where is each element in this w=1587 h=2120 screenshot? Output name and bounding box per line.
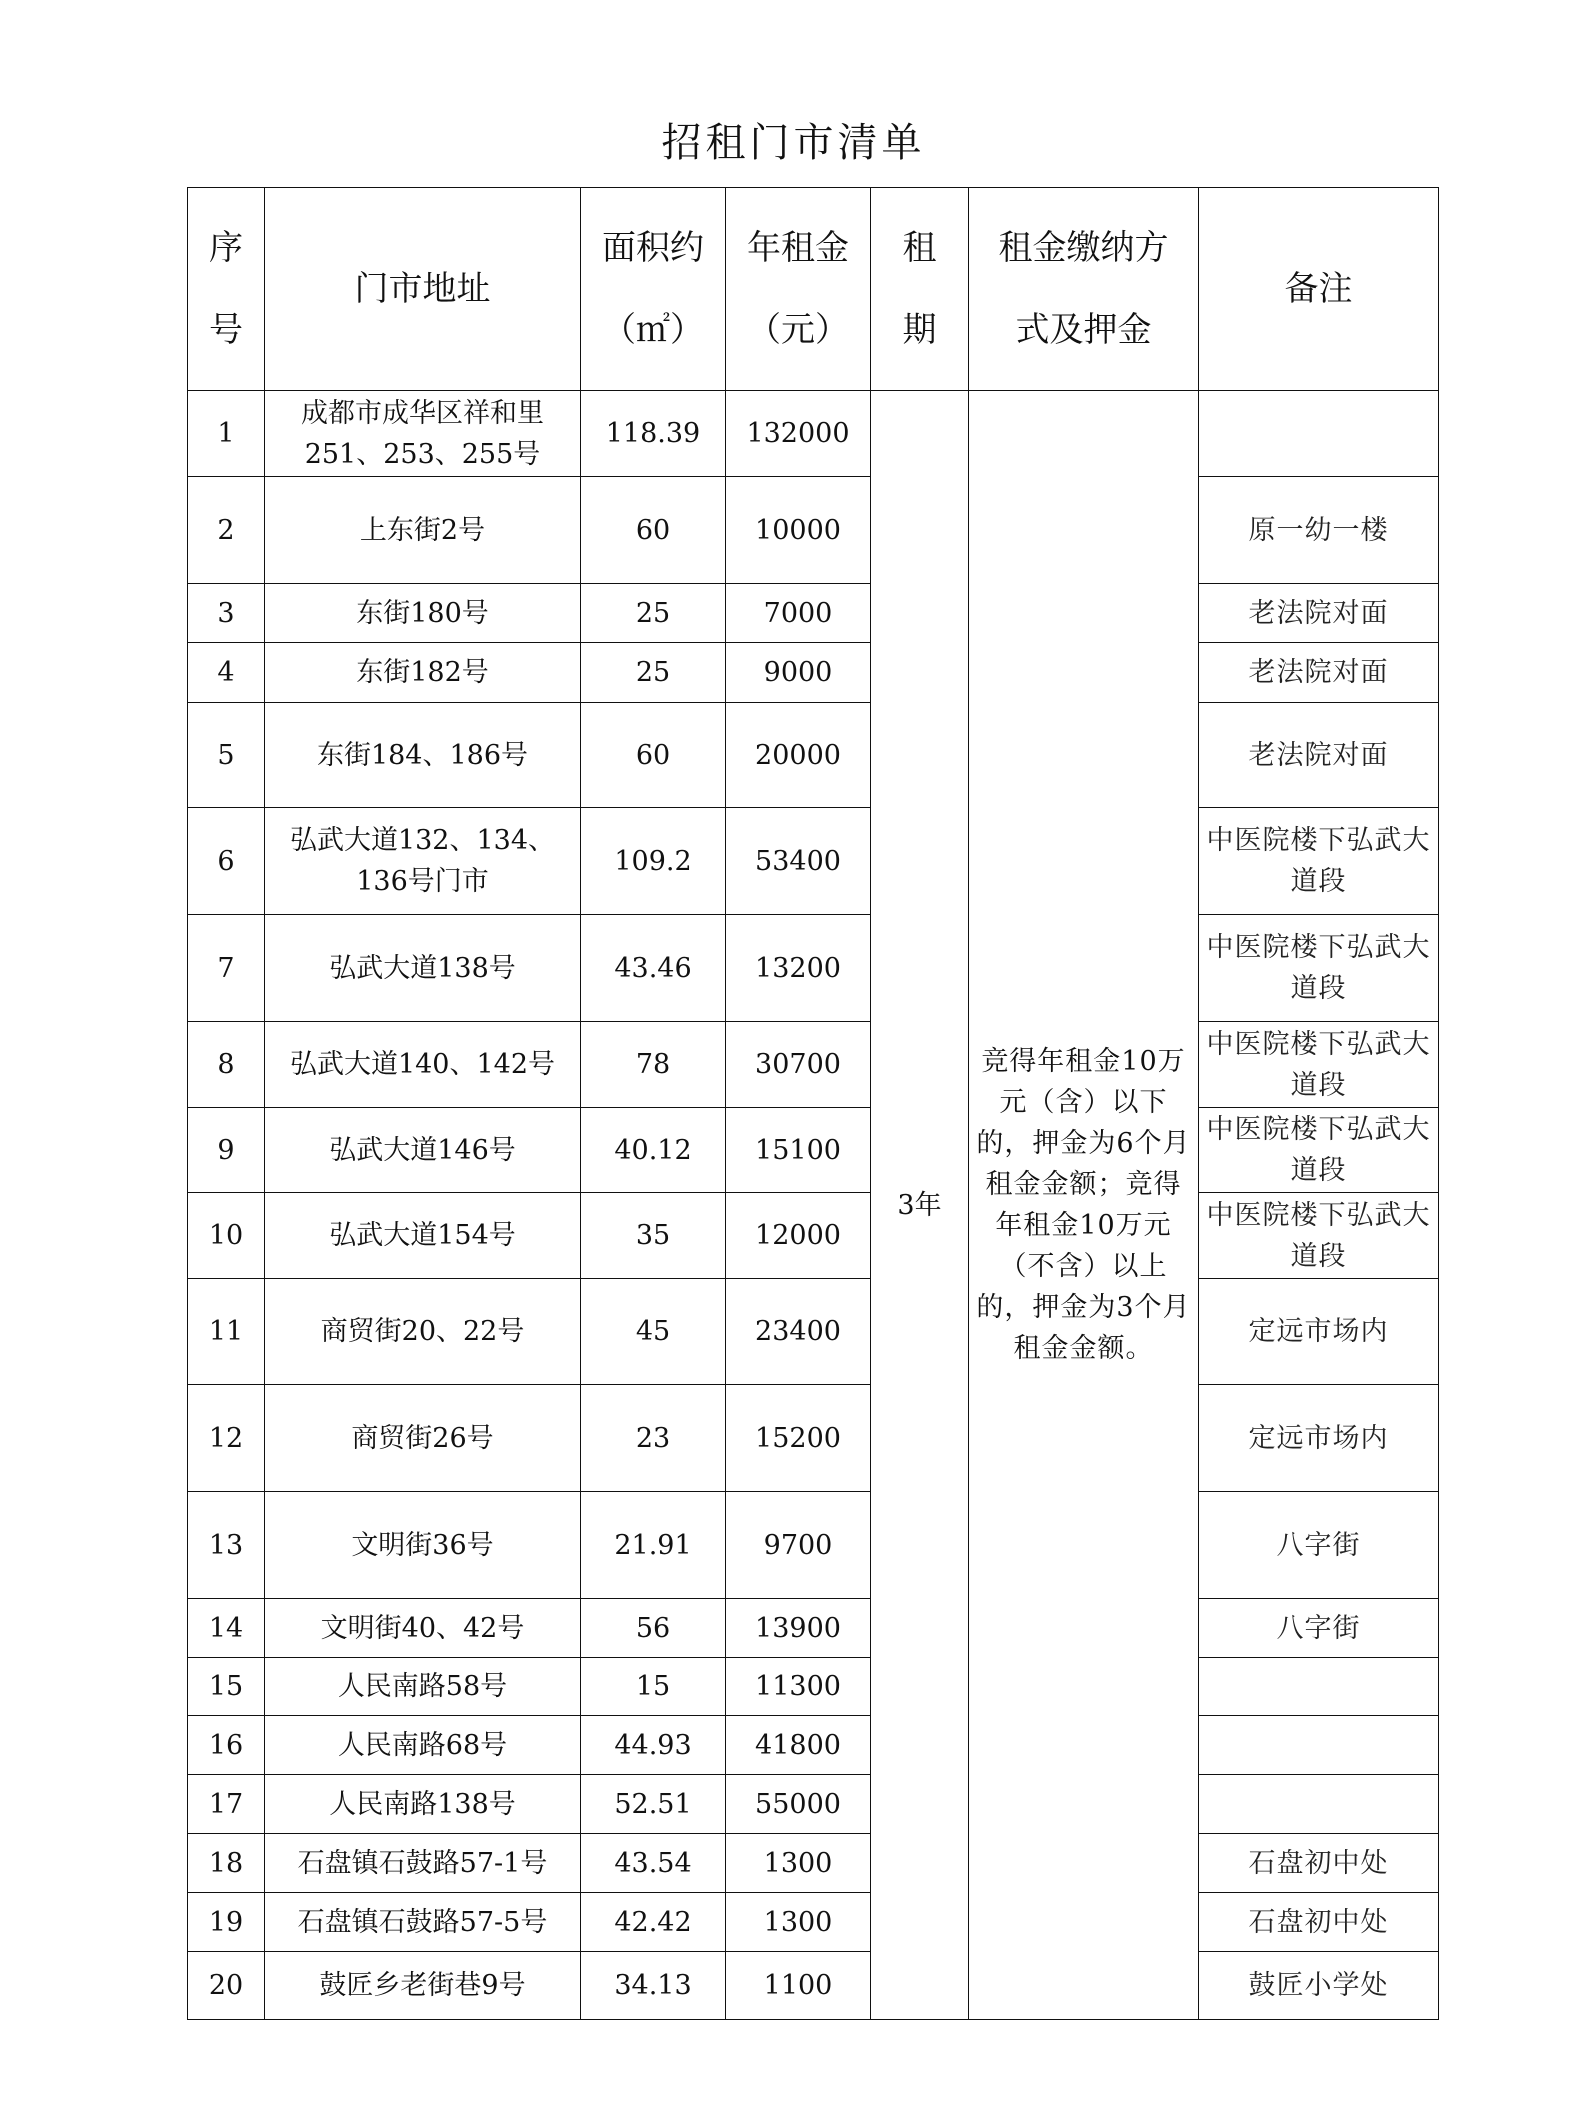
cell-index: 8 [188,1022,265,1108]
cell-remark: 原一幼一楼 [1199,477,1439,584]
document-title: 招租门市清单 [661,120,926,166]
table-row [188,477,1439,584]
cell-remark [1199,1716,1439,1775]
cell-area: 43.46 [581,915,726,1022]
cell-address: 人民南路68号 [265,1716,581,1775]
cell-area: 42.42 [581,1893,726,1952]
cell-index: 3 [188,584,265,643]
cell-rent: 132000 [726,391,871,477]
cell-address: 文明街40、42号 [265,1599,581,1658]
cell-rent: 1100 [726,1952,871,2020]
header-payment: 租金缴纳方 式及押金 [969,188,1199,391]
cell-rent: 53400 [726,808,871,915]
cell-area: 25 [581,643,726,703]
table-row [188,915,1439,1022]
cell-address: 上东街2号 [265,477,581,584]
cell-rent: 15200 [726,1385,871,1492]
cell-rent: 13900 [726,1599,871,1658]
header-term: 租 期 [871,188,969,391]
cell-index: 1 [188,391,265,477]
cell-remark: 老法院对面 [1199,584,1439,643]
cell-remark [1199,1775,1439,1834]
cell-area: 15 [581,1658,726,1716]
table-row [188,1834,1439,1893]
cell-index: 11 [188,1279,265,1385]
cell-remark: 石盘初中处 [1199,1893,1439,1952]
cell-index: 6 [188,808,265,915]
cell-address: 石盘镇石鼓路57-5号 [265,1893,581,1952]
cell-rent: 55000 [726,1775,871,1834]
cell-address: 文明街36号 [265,1492,581,1599]
cell-address: 东街182号 [265,643,581,703]
cell-rent: 11300 [726,1658,871,1716]
cell-address: 鼓匠乡老街巷9号 [265,1952,581,2020]
cell-index: 15 [188,1658,265,1716]
cell-area: 35 [581,1193,726,1279]
cell-rent: 1300 [726,1893,871,1952]
table-row [188,584,1439,643]
table-row [188,643,1439,703]
cell-index: 9 [188,1108,265,1193]
cell-address: 商贸街26号 [265,1385,581,1492]
cell-address: 人民南路58号 [265,1658,581,1716]
table-row [188,808,1439,915]
table-row [188,1022,1439,1108]
cell-address: 弘武大道146号 [265,1108,581,1193]
table-row [188,1385,1439,1492]
cell-remark: 定远市场内 [1199,1279,1439,1385]
table-row [188,1716,1439,1775]
cell-remark: 中医院楼下弘武大道段 [1199,1022,1439,1108]
table-row [188,1775,1439,1834]
cell-address: 弘武大道140、142号 [265,1022,581,1108]
cell-remark: 鼓匠小学处 [1199,1952,1439,2020]
cell-address: 东街184、186号 [265,703,581,808]
cell-area: 23 [581,1385,726,1492]
cell-index: 17 [188,1775,265,1834]
cell-remark: 定远市场内 [1199,1385,1439,1492]
cell-remark: 八字街 [1199,1599,1439,1658]
header-address: 门市地址 [265,188,581,391]
table-row [188,1952,1439,2020]
cell-rent: 41800 [726,1716,871,1775]
cell-index: 7 [188,915,265,1022]
cell-area: 34.13 [581,1952,726,2020]
cell-index: 13 [188,1492,265,1599]
cell-rent: 12000 [726,1193,871,1279]
cell-remark: 中医院楼下弘武大道段 [1199,1193,1439,1279]
header-index: 序 号 [188,188,265,391]
table-row [188,1599,1439,1658]
cell-remark: 石盘初中处 [1199,1834,1439,1893]
cell-index: 19 [188,1893,265,1952]
cell-address: 弘武大道132、134、136号门市 [265,808,581,915]
cell-area: 21.91 [581,1492,726,1599]
cell-address: 成都市成华区祥和里251、253、255号 [265,391,581,477]
cell-area: 60 [581,477,726,584]
cell-address: 弘武大道154号 [265,1193,581,1279]
cell-remark: 老法院对面 [1199,703,1439,808]
cell-remark [1199,1658,1439,1716]
cell-index: 20 [188,1952,265,2020]
cell-remark: 八字街 [1199,1492,1439,1599]
cell-remark: 老法院对面 [1199,643,1439,703]
cell-index: 14 [188,1599,265,1658]
cell-area: 109.2 [581,808,726,915]
cell-index: 2 [188,477,265,584]
cell-rent: 9000 [726,643,871,703]
cell-area: 52.51 [581,1775,726,1834]
cell-address: 东街180号 [265,584,581,643]
cell-rent: 30700 [726,1022,871,1108]
header-rent: 年租金 （元） [726,188,871,391]
cell-rent: 20000 [726,703,871,808]
cell-remark: 中医院楼下弘武大道段 [1199,1108,1439,1193]
rental-shop-table [187,187,1439,2020]
cell-rent: 13200 [726,915,871,1022]
table-row [188,391,1439,477]
cell-remark: 中医院楼下弘武大道段 [1199,915,1439,1022]
cell-area: 60 [581,703,726,808]
cell-rent: 15100 [726,1108,871,1193]
cell-area: 45 [581,1279,726,1385]
cell-index: 5 [188,703,265,808]
cell-index: 12 [188,1385,265,1492]
table-row [188,1108,1439,1193]
header-remark: 备注 [1199,188,1439,391]
cell-index: 4 [188,643,265,703]
cell-rent: 10000 [726,477,871,584]
cell-address: 人民南路138号 [265,1775,581,1834]
table-row [188,1893,1439,1952]
cell-area: 43.54 [581,1834,726,1893]
cell-index: 18 [188,1834,265,1893]
cell-remark: 中医院楼下弘武大道段 [1199,808,1439,915]
table-row [188,1279,1439,1385]
cell-lease-term: 3年 [871,391,969,2020]
table-row [188,1193,1439,1279]
cell-address: 石盘镇石鼓路57-1号 [265,1834,581,1893]
table-row [188,703,1439,808]
cell-rent: 1300 [726,1834,871,1893]
cell-address: 商贸街20、22号 [265,1279,581,1385]
cell-index: 10 [188,1193,265,1279]
table-header-row [188,188,1439,391]
cell-index: 16 [188,1716,265,1775]
cell-area: 78 [581,1022,726,1108]
cell-rent: 9700 [726,1492,871,1599]
cell-remark [1199,391,1439,477]
cell-rent: 7000 [726,584,871,643]
cell-area: 40.12 [581,1108,726,1193]
table-row [188,1492,1439,1599]
cell-area: 44.93 [581,1716,726,1775]
table-row [188,1658,1439,1716]
cell-area: 25 [581,584,726,643]
cell-area: 56 [581,1599,726,1658]
cell-rent: 23400 [726,1279,871,1385]
header-area: 面积约 （㎡） [581,188,726,391]
cell-area: 118.39 [581,391,726,477]
cell-address: 弘武大道138号 [265,915,581,1022]
cell-payment-method: 竞得年租金10万元（含）以下的，押金为6个月租金金额；竞得年租金10万元（不含）以上的，押金为3个月租金金额。 [969,391,1199,2020]
